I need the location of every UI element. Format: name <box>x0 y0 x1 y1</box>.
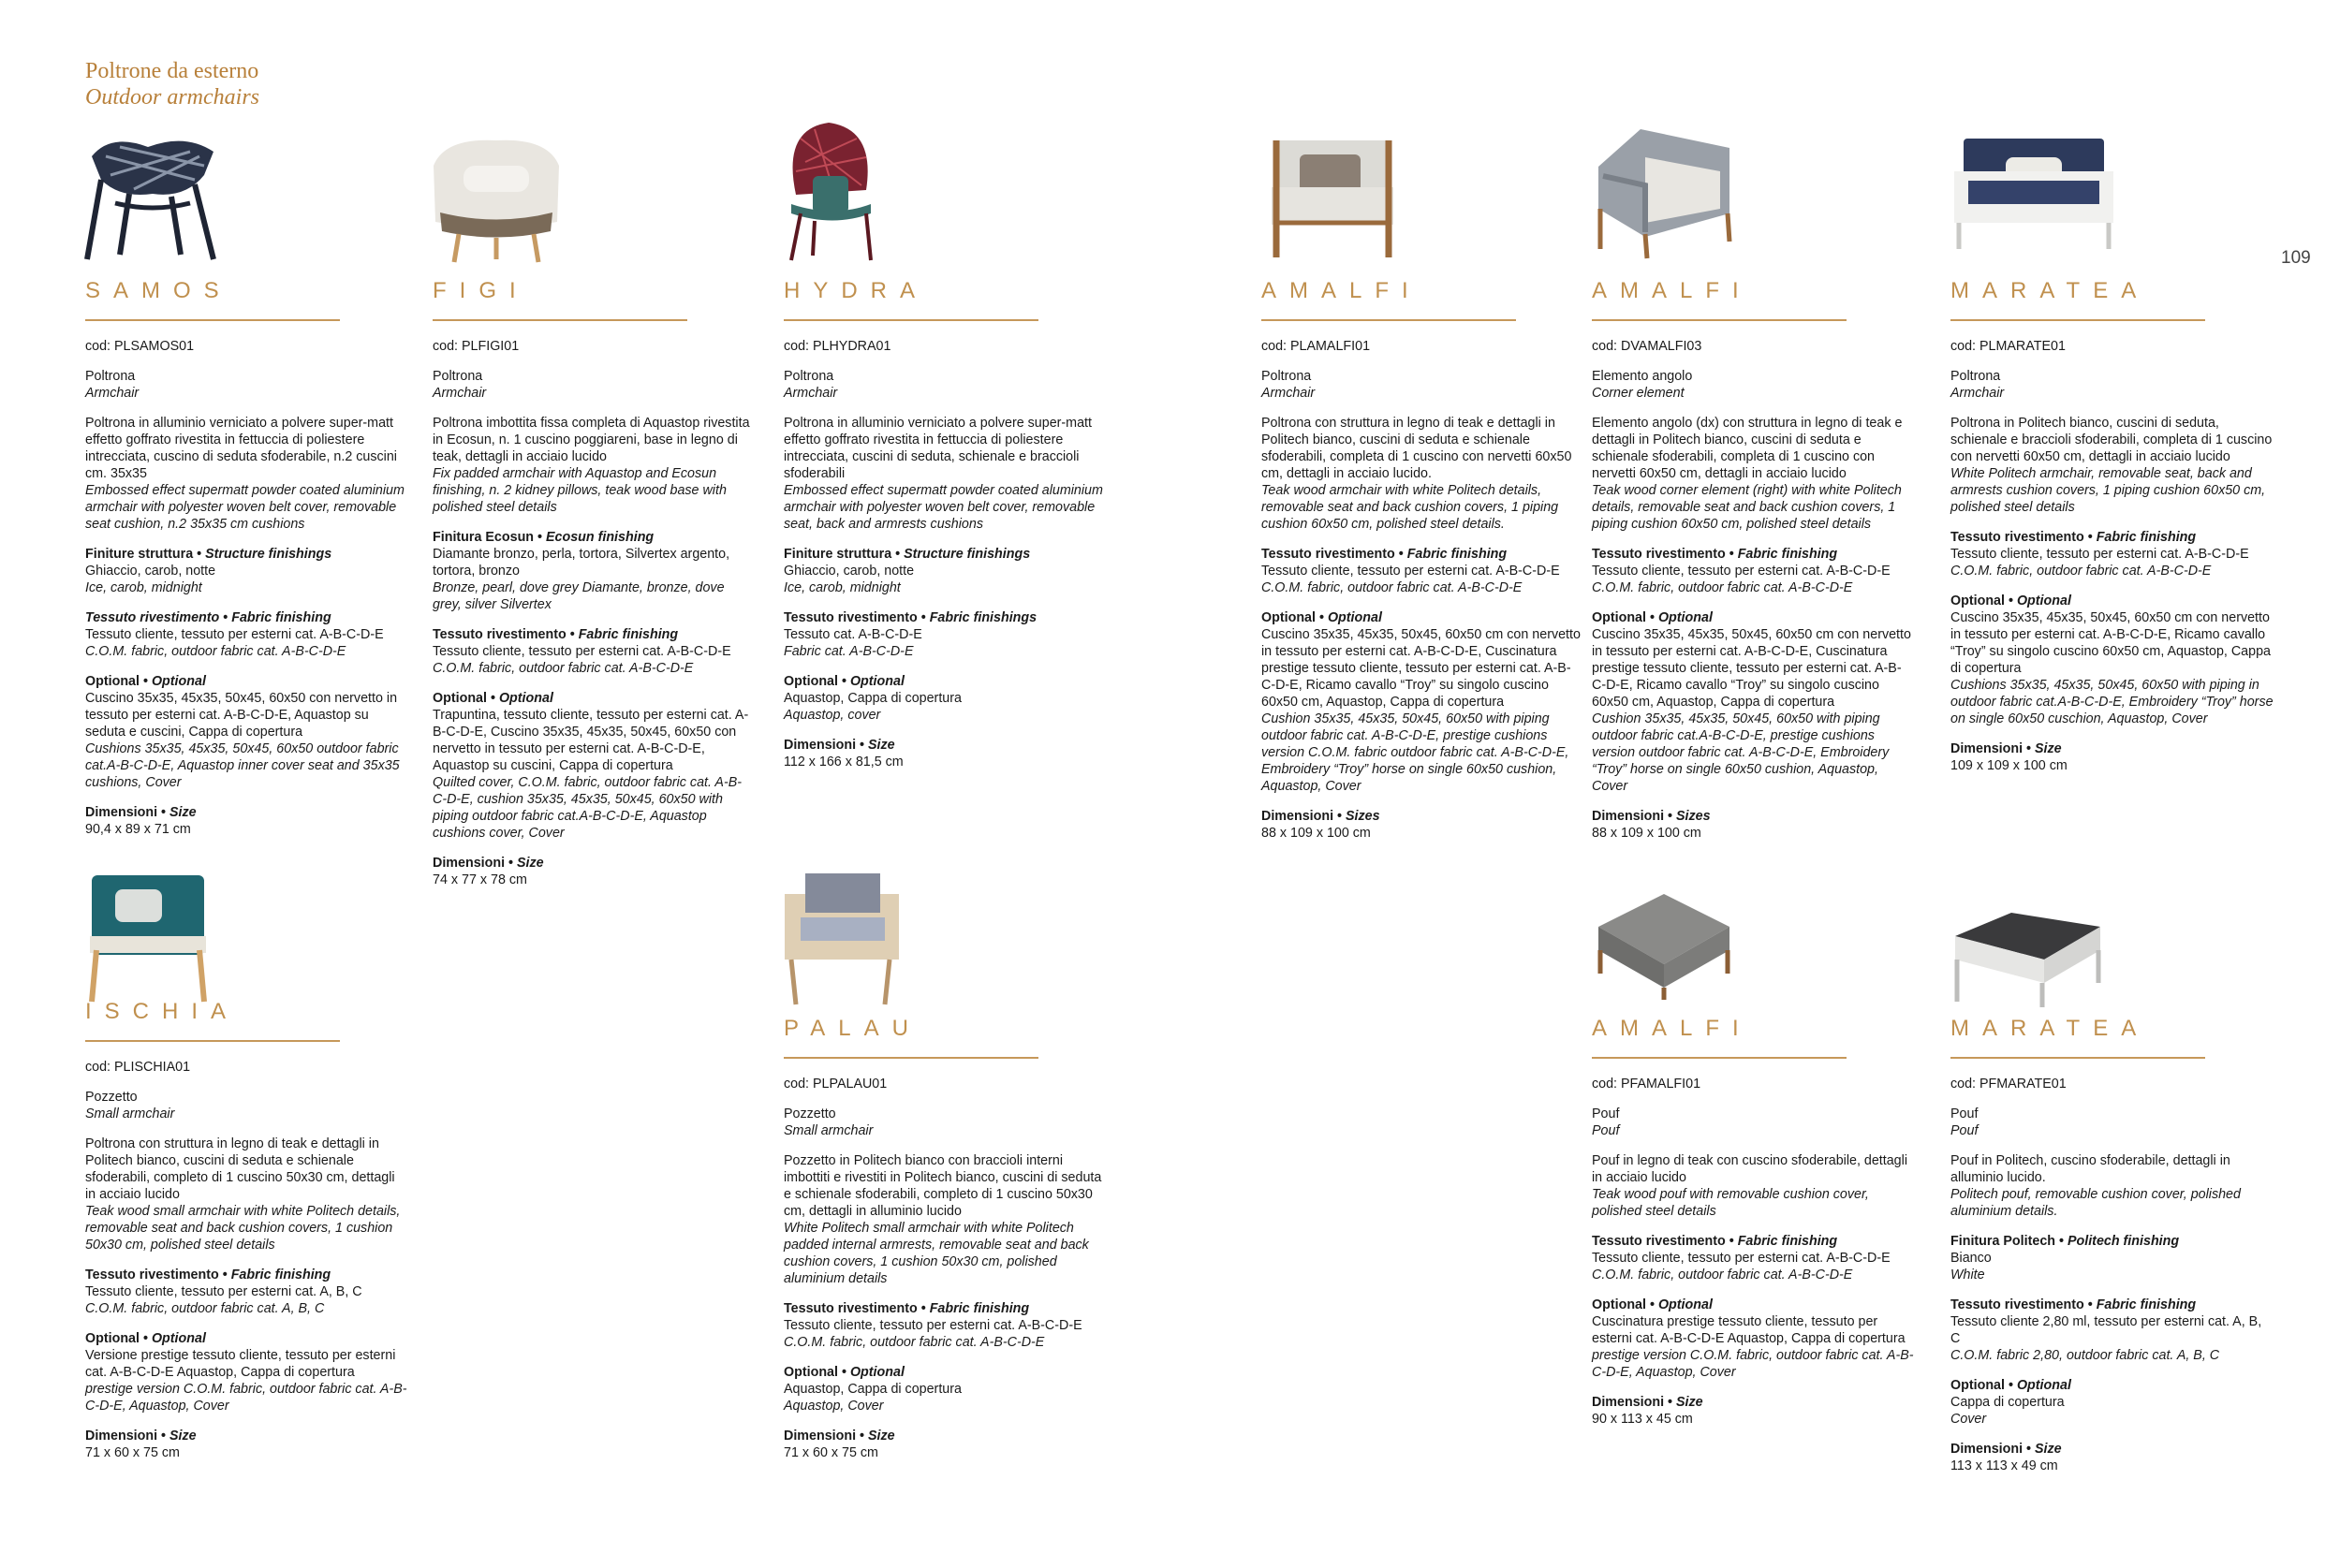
product-maratea-armchair <box>1950 278 2274 787</box>
amalfi-pouf-image <box>1589 885 1739 1002</box>
fabric-finishing: Tessuto rivestimento • Fabric finishing Tessuto cliente, tessuto per esterni cat. A-B-C-D-E C.O.M. fabric, outdoor fabric cat. A-B-C-D-E <box>1592 1234 1891 1282</box>
product-description: Poltrona imbottita fissa completa di Aquastop rivestita in Ecosun, n. 1 cuscino poggiareni, base in legno di teak, dettagli in acciaio lucido Fix padded armchair with Aquastop and Ecosun finishing, n. 2 kidney pillows, teak wood base with polished steel details <box>433 416 750 515</box>
page-header <box>85 58 259 110</box>
optional: Optional • Optional Cuscino 35x35, 45x35, 50x45, 60x50 cm con nervetto in tessuto per esterni cat. A-B-C-D-E, Cuscinatura prestige tessuto cliente, tessuto per esterni cat. A-B-C-D-E, Ricamo cavallo “Troy” su singolo cuscino 60x50 cm, Aquastop, Cappa di copertura Cushion 35x35, 45x35, 50x45, 60x50 with piping outdoor fabric cat.A-B-C-D-E, prestige cushions version outdoor fabric cat. A-B-C-D-E, Embroidery “Troy” horse on single 60x50 cushion, Aquastop, Cover <box>1592 610 1911 794</box>
optional: Optional • Optional Trapuntina, tessuto cliente, tessuto per esterni cat. A-B-C-D-E, Cuscino 35x35, 45x35, 50x45, 60x50 con nervetto in tessuto per esterni cat. A-B-C-D-E, Aquastop su cuscini, Cappa di copertura Quilted cover, C.O.M. fabric, outdoor fabric cat. A-B-C-D-E, cushion 35x35, 45x35, 50x45, 60x50 with piping outdoor fabric cat.A-B-C-D-E, Aquastop cushions cover, Cover <box>433 691 749 841</box>
product-code: cod: PLPALAU01 <box>784 1077 888 1092</box>
fabric-finishing: Tessuto rivestimento • Fabric finishing Tessuto cliente, tessuto per esterni cat. A-B-C-D-E C.O.M. fabric, outdoor fabric cat. A-B-C-D-E <box>1261 547 1560 595</box>
divider <box>433 319 687 321</box>
fabric-finishing: Tessuto rivestimento • Fabric finishing Tessuto cliente, tessuto per esterni cat. A-B-C-D-E C.O.M. fabric, outdoor fabric cat. A-B-C-D-E <box>85 610 384 659</box>
product-code: cod: PFAMALFI01 <box>1592 1077 1701 1092</box>
optional: Optional • Optional Cuscino 35x35, 45x35, 50x45, 60x50 cm con nervetto in tessuto per esterni cat. A-B-C-D-E, Ricamo cavallo “Troy” su singolo cuscino 60x50 cm, Aquastop, Cappa di copertura Cushions 35x35, 45x35, 50x45, 60x50 with piping in outdoor fabric cat.A-B-C-D-E, Embroidery “Troy” horse on single 60x50 cuschion, Aquastop, Cover <box>1950 593 2274 726</box>
product-type: Poltrona Armchair <box>433 369 487 401</box>
product-hydra <box>784 278 1107 784</box>
product-description: Poltrona in Politech bianco, cuscini di seduta, schienale e braccioli sfoderabili, completa di 1 cuscino con nervetti 60x50 cm, dettagli in acciaio lucido White Politech armchair, removable seat, back and armrests cushion covers, 1 piping cushion 60x50 cm, polished steel details <box>1950 416 2273 515</box>
fabric-finishing: Tessuto rivestimento • Fabric finishings Tessuto cat. A-B-C-D-E Fabric cat. A-B-C-D-E <box>784 610 1038 659</box>
figi-chair-image <box>426 124 567 264</box>
fabric-finishing: Tessuto rivestimento • Fabric finishing Tessuto cliente, tessuto per esterni cat. A-B-C-D-E C.O.M. fabric, outdoor fabric cat. A-B-C-D-E <box>784 1301 1082 1350</box>
dimensions: Dimensioni • Size 113 x 113 x 49 cm <box>1950 1442 2062 1473</box>
product-amalfi-pouf <box>1592 1016 1915 1441</box>
product-name: PALAU <box>784 1016 921 1041</box>
divider <box>1950 1057 2205 1059</box>
product-figi <box>433 278 756 901</box>
product-code: cod: PFMARATE01 <box>1950 1077 2067 1092</box>
product-description: Pouf in legno di teak con cuscino sfoderabile, dettagli in acciaio lucido Teak wood pouf with removable cushion cover, polished steel details <box>1592 1153 1907 1219</box>
product-description: Pouf in Politech, cuscino sfoderabile, dettagli in alluminio lucido. Politech pouf, removable cushion cover, polished aluminium details. <box>1950 1153 2241 1219</box>
product-description: Elemento angolo (dx) con struttura in legno di teak e dettagli in Politech bianco, cuscini di seduta e schienale sfoderabili, completa di 1 cuscino con nervetti 60x50 cm, dettagli in acciaio lucido Teak wood corner element (right) with white Politech details, removable seat and back cushion covers, 1 piping cushion 60x50 cm, polished steel details <box>1592 416 1903 532</box>
product-description: Pozzetto in Politech bianco con braccioli interni imbottiti e rivestiti in Politech bianco, cuscini di seduta e schienale sfoderabili, completo di 1 cuscino 50x30 cm, dettagli in alluminio lucido White Politech small armchair with white Politech padded internal armrests, removable seat and back cushion covers, 1 cushion 50x30 cm, polished aluminium details <box>784 1153 1102 1286</box>
product-type: Pozzetto Small armchair <box>85 1090 175 1121</box>
product-type: Poltrona Armchair <box>784 369 838 401</box>
politech-finishing: Finitura Politech • Politech finishing Bianco White <box>1950 1234 2180 1282</box>
product-name: SAMOS <box>85 278 232 303</box>
divider <box>1592 319 1847 321</box>
product-code: cod: DVAMALFI03 <box>1592 339 1702 354</box>
amalfi-corner-image <box>1589 120 1739 260</box>
dimensions: Dimensioni • Sizes 88 x 109 x 100 cm <box>1261 809 1380 841</box>
fabric-finishing: Tessuto rivestimento • Fabric finishing Tessuto cliente, tessuto per esterni cat. A-B-C-D-E C.O.M. fabric, outdoor fabric cat. A-B-C-D-E <box>1592 547 1891 595</box>
divider <box>784 1057 1038 1059</box>
product-name: MARATEA <box>1950 278 2150 303</box>
optional: Optional • Optional Aquastop, Cappa di copertura Aquastop, cover <box>784 674 962 723</box>
optional: Optional • Optional Cuscino 35x35, 45x35, 50x45, 60x50 cm con nervetto in tessuto per esterni cat. A-B-C-D-E, Cuscinatura prestige tessuto cliente, tessuto per esterni cat. A-B-C-D-E, Ricamo cavallo “Troy” su singolo cuscino 60x50 cm, Aquastop, Cappa di copertura Cushion 35x35, 45x35, 50x45, 60x50 with piping outdoor fabric cat. A-B-C-D-E, prestige cushions version C.O.M. fabric outdoor fabric cat. A-B-C-D-E, Embroidery “Troy” horse on single 60x50 cushion, Aquastop, Cover <box>1261 610 1581 794</box>
ischia-chair-image <box>82 866 213 1006</box>
product-type: Poltrona Armchair <box>1261 369 1316 401</box>
optional: Optional • Optional Cuscinatura prestige tessuto cliente, tessuto per esterni cat. A-B-C-D-E Aquastop, Cappa di copertura prestige version C.O.M. fabric, outdoor fabric cat. A-B-C-D-E, Aquastop, Cover <box>1592 1297 1914 1380</box>
dimensions: Dimensioni • Size 71 x 60 x 75 cm <box>85 1429 197 1460</box>
structure-finishings: Finiture struttura • Structure finishings Ghiaccio, carob, notte Ice, carob, midnight <box>784 547 1031 595</box>
structure-finishings: Finiture struttura • Structure finishings Ghiaccio, carob, notte Ice, carob, midnight <box>85 547 332 595</box>
product-name: ISCHIA <box>85 999 240 1024</box>
product-code: cod: PLHYDRA01 <box>784 339 891 354</box>
product-description: Poltrona in alluminio verniciato a polvere super-matt effetto goffrato rivestita in fettuccia di poliestere intrecciata, cuscino di seduta sfoderabile, n.2 cuscini cm. 35x35 Embossed effect supermatt powder coated aluminium armchair with polyester woven belt cover, removable seat cushion, n.2 35x35 cm cushions <box>85 416 405 532</box>
divider <box>1261 319 1516 321</box>
maratea-armchair-image <box>1950 129 2118 251</box>
product-type: Elemento angolo Corner element <box>1592 369 1693 401</box>
product-code: cod: PLISCHIA01 <box>85 1060 191 1075</box>
product-description: Poltrona in alluminio verniciato a polvere super-matt effetto goffrato rivestita in fettuccia di poliestere intrecciata, cuscini di seduta, schienale e braccioli sfoderabili Embossed effect supermatt powder coated aluminium armchair with polyester woven belt cover, removable seat, back and armrests cushions <box>784 416 1103 532</box>
hydra-chair-image <box>777 120 890 265</box>
product-type: Poltrona Armchair <box>85 369 140 401</box>
product-code: cod: PLFIGI01 <box>433 339 520 354</box>
optional: Optional • Optional Aquastop, Cappa di copertura Aquastop, Cover <box>784 1365 962 1414</box>
divider <box>784 319 1038 321</box>
product-amalfi-corner <box>1592 278 1915 855</box>
product-description: Poltrona con struttura in legno di teak e dettagli in Politech bianco, cuscini di seduta e schienale sfoderabili, completa di 1 cuscino con nervetti 60x50 cm, dettagli in acciaio lucido. Teak wood armchair with white Politech details, removable seat and back cushion covers, 1 piping cushion 60x50 cm, polished steel details. <box>1261 416 1572 532</box>
dimensions: Dimensioni • Size 90,4 x 89 x 71 cm <box>85 805 197 837</box>
maratea-pouf-image <box>1946 908 2110 1011</box>
fabric-finishing: Tessuto rivestimento • Fabric finishing Tessuto cliente, tessuto per esterni cat. A, B, C C.O.M. fabric, outdoor fabric cat. A, B, C <box>85 1268 362 1316</box>
product-type: Poltrona Armchair <box>1950 369 2005 401</box>
fabric-finishing: Tessuto rivestimento • Fabric finishing Tessuto cliente, tessuto per esterni cat. A-B-C-D-E C.O.M. fabric, outdoor fabric cat. A-B-C-D-E <box>1950 530 2249 579</box>
page-title-it: Poltrone da esterno <box>85 59 259 83</box>
product-code: cod: PLSAMOS01 <box>85 339 195 354</box>
product-description: Poltrona con struttura in legno di teak e dettagli in Politech bianco, cuscini di seduta e schienale sfoderabili, completo di 1 cuscino 50x30 cm, dettagli in acciaio lucido Teak wood small armchair with white Politech details, removable seat and back cushion covers, 1 cushion 50x30 cm, polished steel details <box>85 1136 401 1253</box>
dimensions: Dimensioni • Size 109 x 109 x 100 cm <box>1950 741 2068 773</box>
divider <box>85 1040 340 1042</box>
amalfi-armchair-image <box>1262 122 1403 262</box>
product-ischia <box>85 999 408 1474</box>
dimensions: Dimensioni • Size 112 x 166 x 81,5 cm <box>784 738 904 769</box>
divider <box>1592 1057 1847 1059</box>
product-name: AMALFI <box>1261 278 1421 303</box>
palau-chair-image <box>777 866 908 1006</box>
dimensions: Dimensioni • Size 71 x 60 x 75 cm <box>784 1429 895 1460</box>
product-name: FIGI <box>433 278 529 303</box>
samos-chair-image <box>82 124 223 264</box>
optional: Optional • Optional Cuscino 35x35, 45x35, 50x45, 60x50 con nervetto in tessuto per esterni cat. A-B-C-D-E, Aquastop su seduta e cuscini, Cappa di copertura Cushions 35x35, 45x35, 50x45, 60x50 outdoor fabric cat.A-B-C-D-E, Aquastop inner cover seat and 35x35 cushions, Cover <box>85 674 400 790</box>
optional: Optional • Optional Cappa di copertura Cover <box>1950 1378 2071 1427</box>
product-maratea-pouf <box>1950 1016 2274 1487</box>
product-type: Pozzetto Small armchair <box>784 1106 874 1138</box>
dimensions: Dimensioni • Sizes 88 x 109 x 100 cm <box>1592 809 1711 841</box>
product-name: HYDRA <box>784 278 929 303</box>
optional: Optional • Optional Versione prestige tessuto cliente, tessuto per esterni cat. A-B-C-D-E Aquastop, Cappa di copertura prestige version C.O.M. fabric, outdoor fabric cat. A-B-C-D-E, Aquastop, Cover <box>85 1331 407 1414</box>
product-code: cod: PLAMALFI01 <box>1261 339 1371 354</box>
product-name: AMALFI <box>1592 1016 1752 1041</box>
product-name: MARATEA <box>1950 1016 2150 1041</box>
divider <box>85 319 340 321</box>
product-palau <box>784 1016 1107 1474</box>
product-code: cod: PLMARATE01 <box>1950 339 2066 354</box>
fabric-finishing: Tessuto rivestimento • Fabric finishing Tessuto cliente 2,80 ml, tessuto per esterni cat. A, B, C C.O.M. fabric 2,80, outdoor fabric cat. A, B, C <box>1950 1297 2262 1363</box>
product-samos <box>85 278 408 851</box>
product-name: AMALFI <box>1592 278 1752 303</box>
dimensions: Dimensioni • Size 90 x 113 x 45 cm <box>1592 1395 1703 1427</box>
dimensions: Dimensioni • Size 74 x 77 x 78 cm <box>433 856 544 887</box>
product-type: Pouf Pouf <box>1592 1106 1620 1138</box>
page-title-en: Outdoor armchairs <box>85 85 260 110</box>
fabric-finishing: Tessuto rivestimento • Fabric finishing Tessuto cliente, tessuto per esterni cat. A-B-C-D-E C.O.M. fabric, outdoor fabric cat. A-B-C-D-E <box>433 627 731 676</box>
product-type: Pouf Pouf <box>1950 1106 1979 1138</box>
page-number: 109 <box>2281 248 2311 268</box>
ecosun-finishing: Finitura Ecosun • Ecosun finishing Diamante bronzo, perla, tortora, Silvertex argento, tortora, bronzo Bronze, pearl, dove grey Diamante, bronze, dove grey, silver Silvertex <box>433 530 730 612</box>
divider <box>1950 319 2205 321</box>
product-amalfi-armchair <box>1261 278 1584 855</box>
